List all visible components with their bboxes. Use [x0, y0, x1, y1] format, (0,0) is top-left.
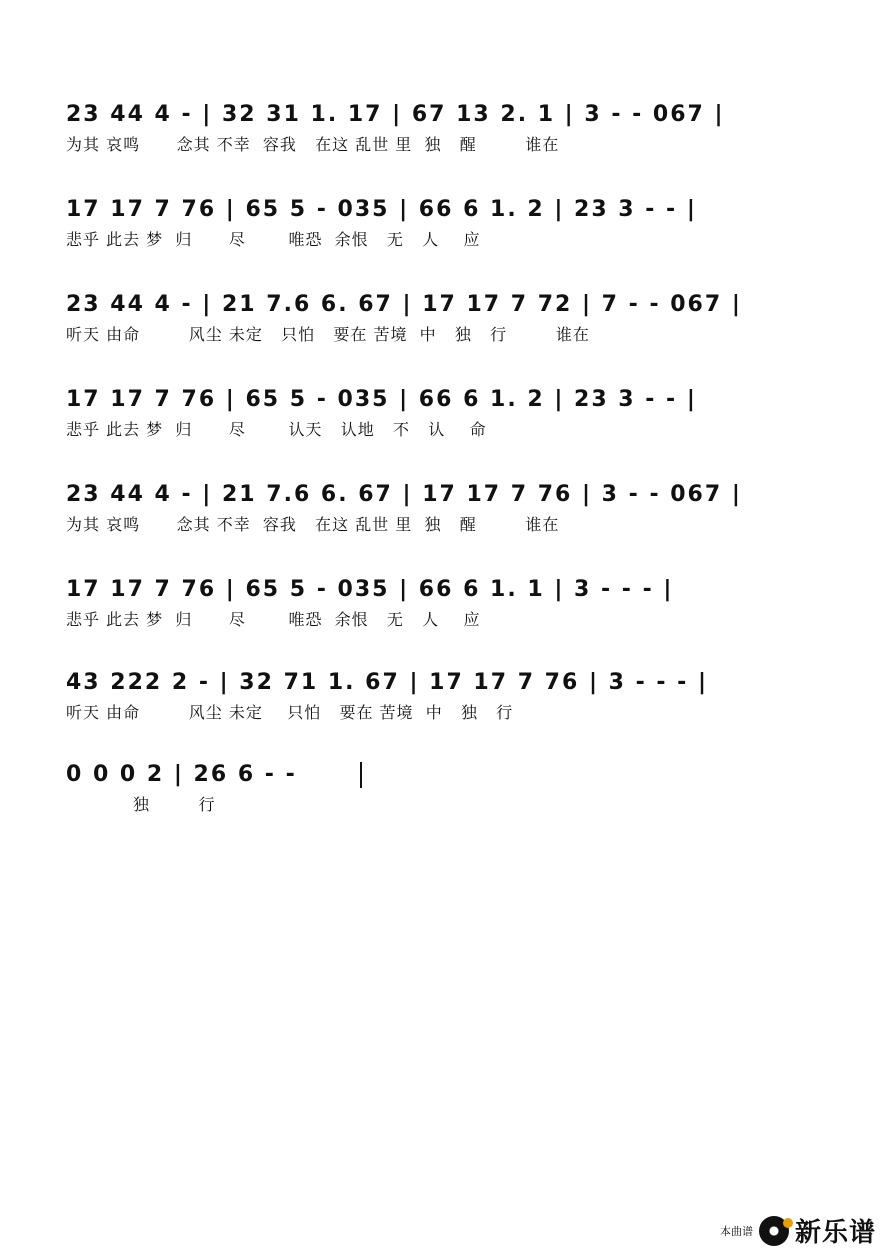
lyrics-line: 独 行 [66, 795, 216, 814]
lyrics-line: 悲乎 此去 梦 归 尽 唯恐 余恨 无 人 应 [66, 230, 481, 249]
notation-line: 23 44 4 - | 21 7.6 6. 67 | 17 17 7 76 | 3 - - 067 | [66, 482, 742, 507]
record-logo-icon [759, 1216, 789, 1246]
final-barline [360, 762, 362, 788]
brand-logo-text: 新乐谱 [794, 1218, 876, 1248]
lyrics-line: 为其 哀鸣 念其 不幸 容我 在这 乱世 里 独 醒 谁在 [66, 135, 560, 154]
footer-caption: 本曲谱 [719, 1224, 753, 1238]
lyrics-line: 听天 由命 风尘 未定 只怕 要在 苦境 中 独 行 [66, 703, 514, 722]
notation-line: 0 0 0 2 | 26 6 - - [66, 762, 297, 787]
notation-line: 43 222 2 - | 32 71 1. 67 | 17 17 7 76 | 3 - - - | [66, 670, 709, 695]
notation-line: 17 17 7 76 | 65 5 - 035 | 66 6 1. 2 | 23 3 - - | [66, 387, 697, 412]
notation-line: 23 44 4 - | 21 7.6 6. 67 | 17 17 7 72 | 7 - - 067 | [66, 292, 742, 317]
notation-line: 23 44 4 - | 32 31 1. 17 | 67 13 2. 1 | 3 - - 067 | [66, 102, 725, 127]
lyrics-line: 为其 哀鸣 念其 不幸 容我 在这 乱世 里 独 醒 谁在 [66, 515, 560, 534]
notation-line: 17 17 7 76 | 65 5 - 035 | 66 6 1. 1 | 3 - - - | [66, 577, 674, 602]
notation-line: 17 17 7 76 | 65 5 - 035 | 66 6 1. 2 | 23 3 - - | [66, 197, 697, 222]
lyrics-line: 悲乎 此去 梦 归 尽 唯恐 余恨 无 人 应 [66, 610, 481, 629]
lyrics-line: 悲乎 此去 梦 归 尽 认天 认地 不 认 命 [66, 420, 487, 439]
lyrics-line: 听天 由命 风尘 未定 只怕 要在 苦境 中 独 行 谁在 [66, 325, 590, 344]
footer-brand [720, 1212, 876, 1249]
